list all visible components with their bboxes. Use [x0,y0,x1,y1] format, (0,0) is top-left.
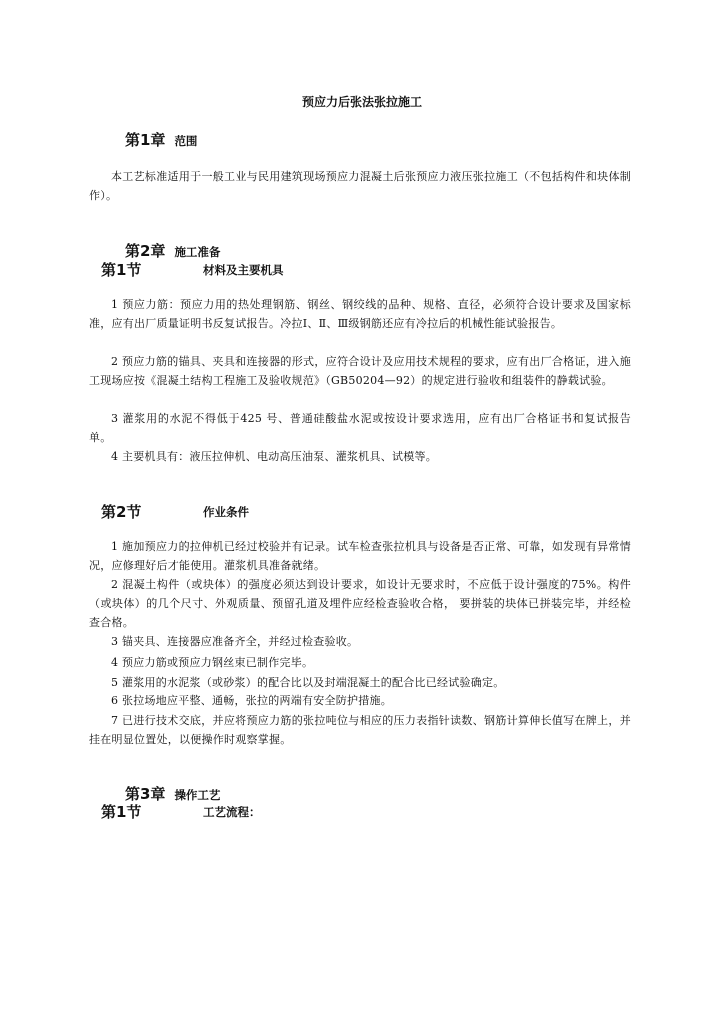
materials-paragraph-1: 1 预应力筋：预应力用的热处理钢筋、钢丝、钢绞线的品种、规格、直径，必须符合设计要求及国家标准，应有出厂质量证明书反复试报告。冷拉Ⅰ、Ⅱ、Ⅲ级钢筋还应有冷拉后的机械性能试验报告。 [89,298,631,330]
chapter-1-number: 第1章 [125,131,166,149]
document-title: 预应力后张法张拉施工 [301,95,422,109]
chapter-2-heading [125,241,220,262]
chapter-2-section-2-name: 作业条件 [203,505,249,519]
materials-paragraph-2: 2 预应力筋的锚具、夹具和连接器的形式，应符合设计及应用技术规程的要求，应有出厂合格证，进入施工现场应按《混凝土结构工程施工及验收规范》（GB50204—92）的规定进行验收和组装件的静载试验。 [89,355,631,387]
conditions-paragraph-1: 1 施加预应力的拉伸机已经过校验并有记录。试车检查张拉机具与设备是否正常、可靠，如发现有异常情况，应修理好后才能使用。灌浆机具准备就绪。 [89,540,631,572]
conditions-paragraph-5: 5 灌浆用的水泥浆（或砂浆）的配合比以及封端混凝土的配合比已经试验确定。 [111,676,505,689]
chapter-3-section-1-number: 第1节 [101,803,142,821]
chapter-2-section-1-name: 材料及主要机具 [203,263,284,277]
chapter-3-section-1-name: 工艺流程： [203,805,261,819]
materials-paragraph-4: 4 主要机具有：液压拉伸机、电动高压油泵、灌浆机具、试模等。 [111,450,437,463]
chapter-1-paragraph: 本工艺标准适用于一般工业与民用建筑现场预应力混凝土后张预应力液压张拉施工（不包括构件和块体制作）。 [89,170,631,202]
chapter-2-number: 第2章 [125,242,166,260]
chapter-2-section-2-number: 第2节 [101,503,142,521]
conditions-paragraph-7: 7 已进行技术交底，并应将预应力筋的张拉吨位与相应的压力表指针读数、钢筋计算伸长值写在牌上，并挂在明显位置处，以便操作时观察掌握。 [89,714,631,746]
chapter-1-name: 范围 [174,134,198,148]
chapter-2-name: 施工准备 [174,245,221,259]
chapter-1-heading [125,130,197,151]
materials-paragraph-3: 3 灌浆用的水泥不得低于425 号、普通硅酸盐水泥或按设计要求选用，应有出厂合格证书和复试报告单。 [89,412,631,444]
conditions-paragraph-3: 3 锚夹具、连接器应准备齐全，并经过检查验收。 [111,635,359,648]
chapter-3-name: 操作工艺 [174,788,221,802]
conditions-paragraph-2: 2 混凝土构件（或块体）的强度必须达到设计要求，如设计无要求时，不应低于设计强度的75%。构件（或块体）的几个尺寸、外观质量、预留孔道及埋件应经检查验收合格， 要拼装的块体已拼装完毕，并经检查合格。 [89,578,631,629]
conditions-paragraph-4: 4 预应力筋或预应力钢丝束已制作完毕。 [111,656,314,669]
chapter-3-number: 第3章 [125,785,166,803]
conditions-paragraph-6: 6 张拉场地应平整、通畅，张拉的两端有安全防护措施。 [111,694,392,707]
chapter-2-section-1-number: 第1节 [101,261,142,279]
